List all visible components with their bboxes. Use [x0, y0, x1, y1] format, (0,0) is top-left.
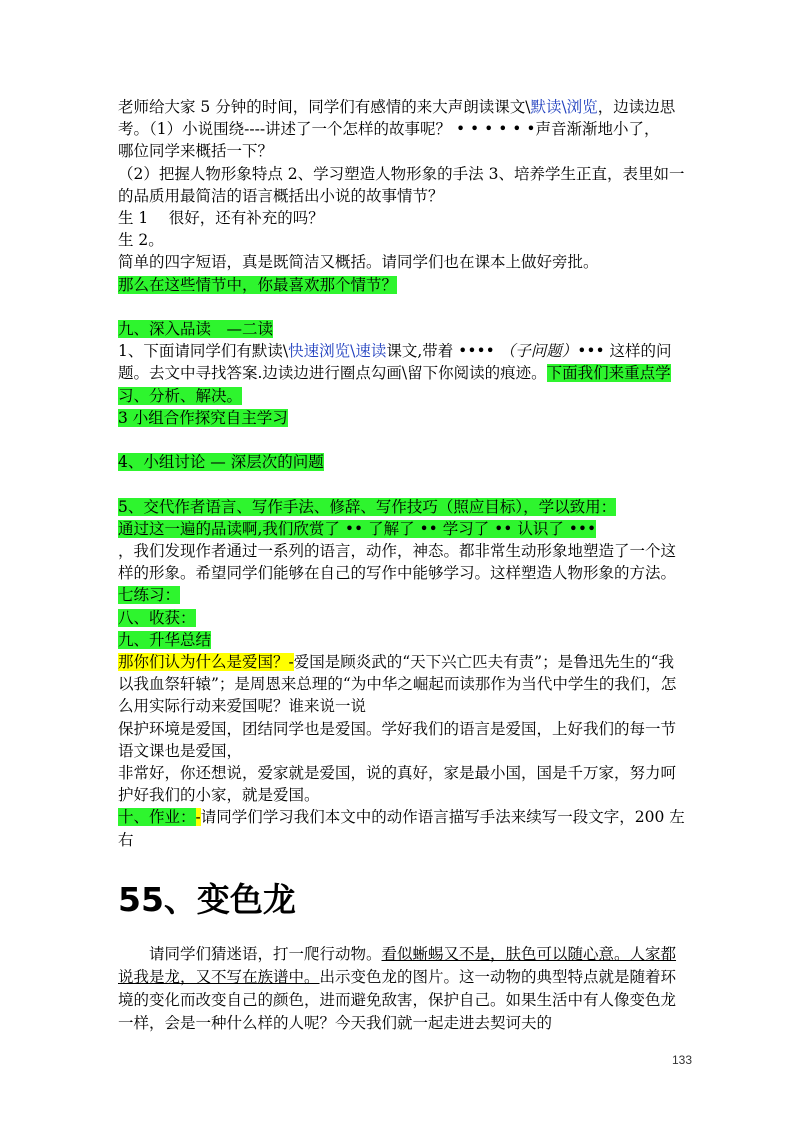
text-run: 1、下面请同学们有默读\ [118, 342, 289, 361]
highlighted-text: 下面我们来重点学习、分析、解决。 [118, 364, 671, 405]
line: 哪位同学来概括一下？ [118, 142, 274, 161]
line: 生 2。 [118, 231, 164, 250]
highlighted-text: 5、交代作者语言、写作手法、修辞、写作技巧（照应目标），学以致用： [118, 497, 617, 516]
text-run: 老师给大家 5 分钟的时间，同学们有感情的来大声朗读课文\ [118, 98, 531, 116]
text-run-blue: 快速浏览\速读 [288, 342, 387, 361]
text-run: 爱国是顾炎武的“天下兴亡匹夫有责”；是鲁迅先生的“我以我血祭轩辕”；是周恩来总理的“为中华之崛起而读那作为当代中学生的我们，怎么用实际行动来爱国呢？谁来说一说 [118, 653, 677, 716]
blank-line [118, 429, 688, 451]
line: （2）把握人物形象特点 2、学习塑造人物形象的手法 3、培养学生正直，表里如一的品质用最简洁的语言概括出小说的故事情节？ [118, 164, 685, 205]
para-homework [118, 806, 688, 850]
text-run: ••• 这样的问题。去文中寻找答案.边读边进行圈点勾画\留下你阅读的痕迹。 [118, 342, 672, 383]
line-highlight [118, 451, 688, 473]
underlined-riddle: 看似蜥蜴又不是，肤色可以随心意。人家都说我是龙，又不写在族谱中。 [118, 945, 677, 986]
highlighted-text-yellow: 那你们认为什么是爱国？- [118, 653, 294, 672]
text-run: 请同学们猜迷语，打一爬行动物。 [149, 945, 382, 963]
line-highlight [118, 518, 688, 540]
line-highlight [118, 607, 688, 629]
highlighted-text: 3 小组合作探究自主学习 [118, 408, 288, 427]
line: 非常好，你还想说，爱家就是爱国，说的真好，家是最小国，国是千万家，努力呵护好我们的小家，就是爱国。 [118, 764, 677, 805]
line: 保护环境是爱国，团结同学也是爱国。学好我们的语言是爱国，上好我们的每一节语文课也是爱国， [118, 719, 677, 760]
lesson-text [118, 96, 688, 851]
highlighted-text: 4、小组讨论 — 深层次的问题 [118, 453, 324, 472]
para-reading-intro [118, 96, 688, 140]
blank-line [118, 473, 688, 495]
highlighted-text: 九、深入品读 —二读 [118, 320, 274, 339]
text-run: ，边读边思考。（1）小说围绕----讲述了一个怎样的故事呢？ • • • • • •声音渐渐地小了， [118, 98, 676, 139]
line-highlight [118, 496, 688, 518]
line: 简单的四字短语，真是既简洁又概括。请同学们也在课本上做好旁批。 [118, 253, 599, 272]
highlighted-text-yellow: - [195, 808, 201, 827]
line: 生 1 很好，还有补充的吗？ [118, 209, 324, 228]
section-title: 55、变色龙 [118, 880, 296, 919]
para-patriotism [118, 651, 688, 718]
page-number: 133 [671, 1053, 692, 1067]
text-run: 课文,带着 •••• [386, 342, 500, 361]
para-reading-task [118, 340, 688, 407]
highlighted-text: 通过这一遍的品读啊,我们欣赏了 •• 了解了 •• 学习了 •• 认识了 ••• [118, 519, 597, 538]
highlighted-text: 七练习： [118, 586, 181, 605]
highlighted-text: 八、收获： [118, 608, 196, 627]
text-run: 请同学们学习我们本文中的动作语言描写手法来续写一段文字，200 左右 [118, 808, 685, 849]
section-intro-paragraph [118, 943, 688, 1035]
highlighted-text: 九、升华总结 [118, 630, 212, 649]
line-highlight [118, 407, 688, 429]
highlighted-text: 那么在这些情节中，你最喜欢那个情节？ [118, 275, 398, 294]
line-highlight [118, 274, 688, 296]
line: ，我们发现作者通过一系列的语言，动作，神态。都非常生动形象地塑造了一个这样的形象。希望同学们能够在自己的写作中能够学习。这样塑造人物形象的方法。 [118, 542, 677, 583]
text-run-blue: 默读\浏览 [530, 98, 598, 116]
blank-line [118, 296, 688, 318]
line-highlight [118, 584, 688, 606]
text-run-italic: （子问题） [499, 342, 578, 361]
text-run: 出示变色龙的图片。这一动物的典型特点就是随着环境的变化而改变自己的颜色，进而避免敌害，保护自己。如果生活中有人像变色龙一样，会是一种什么样的人呢？今天我们就一起走进去契诃夫的 [118, 968, 677, 1032]
line-highlight [118, 629, 688, 651]
line-highlight [118, 318, 688, 340]
highlighted-text: 十、作业： [118, 808, 196, 827]
